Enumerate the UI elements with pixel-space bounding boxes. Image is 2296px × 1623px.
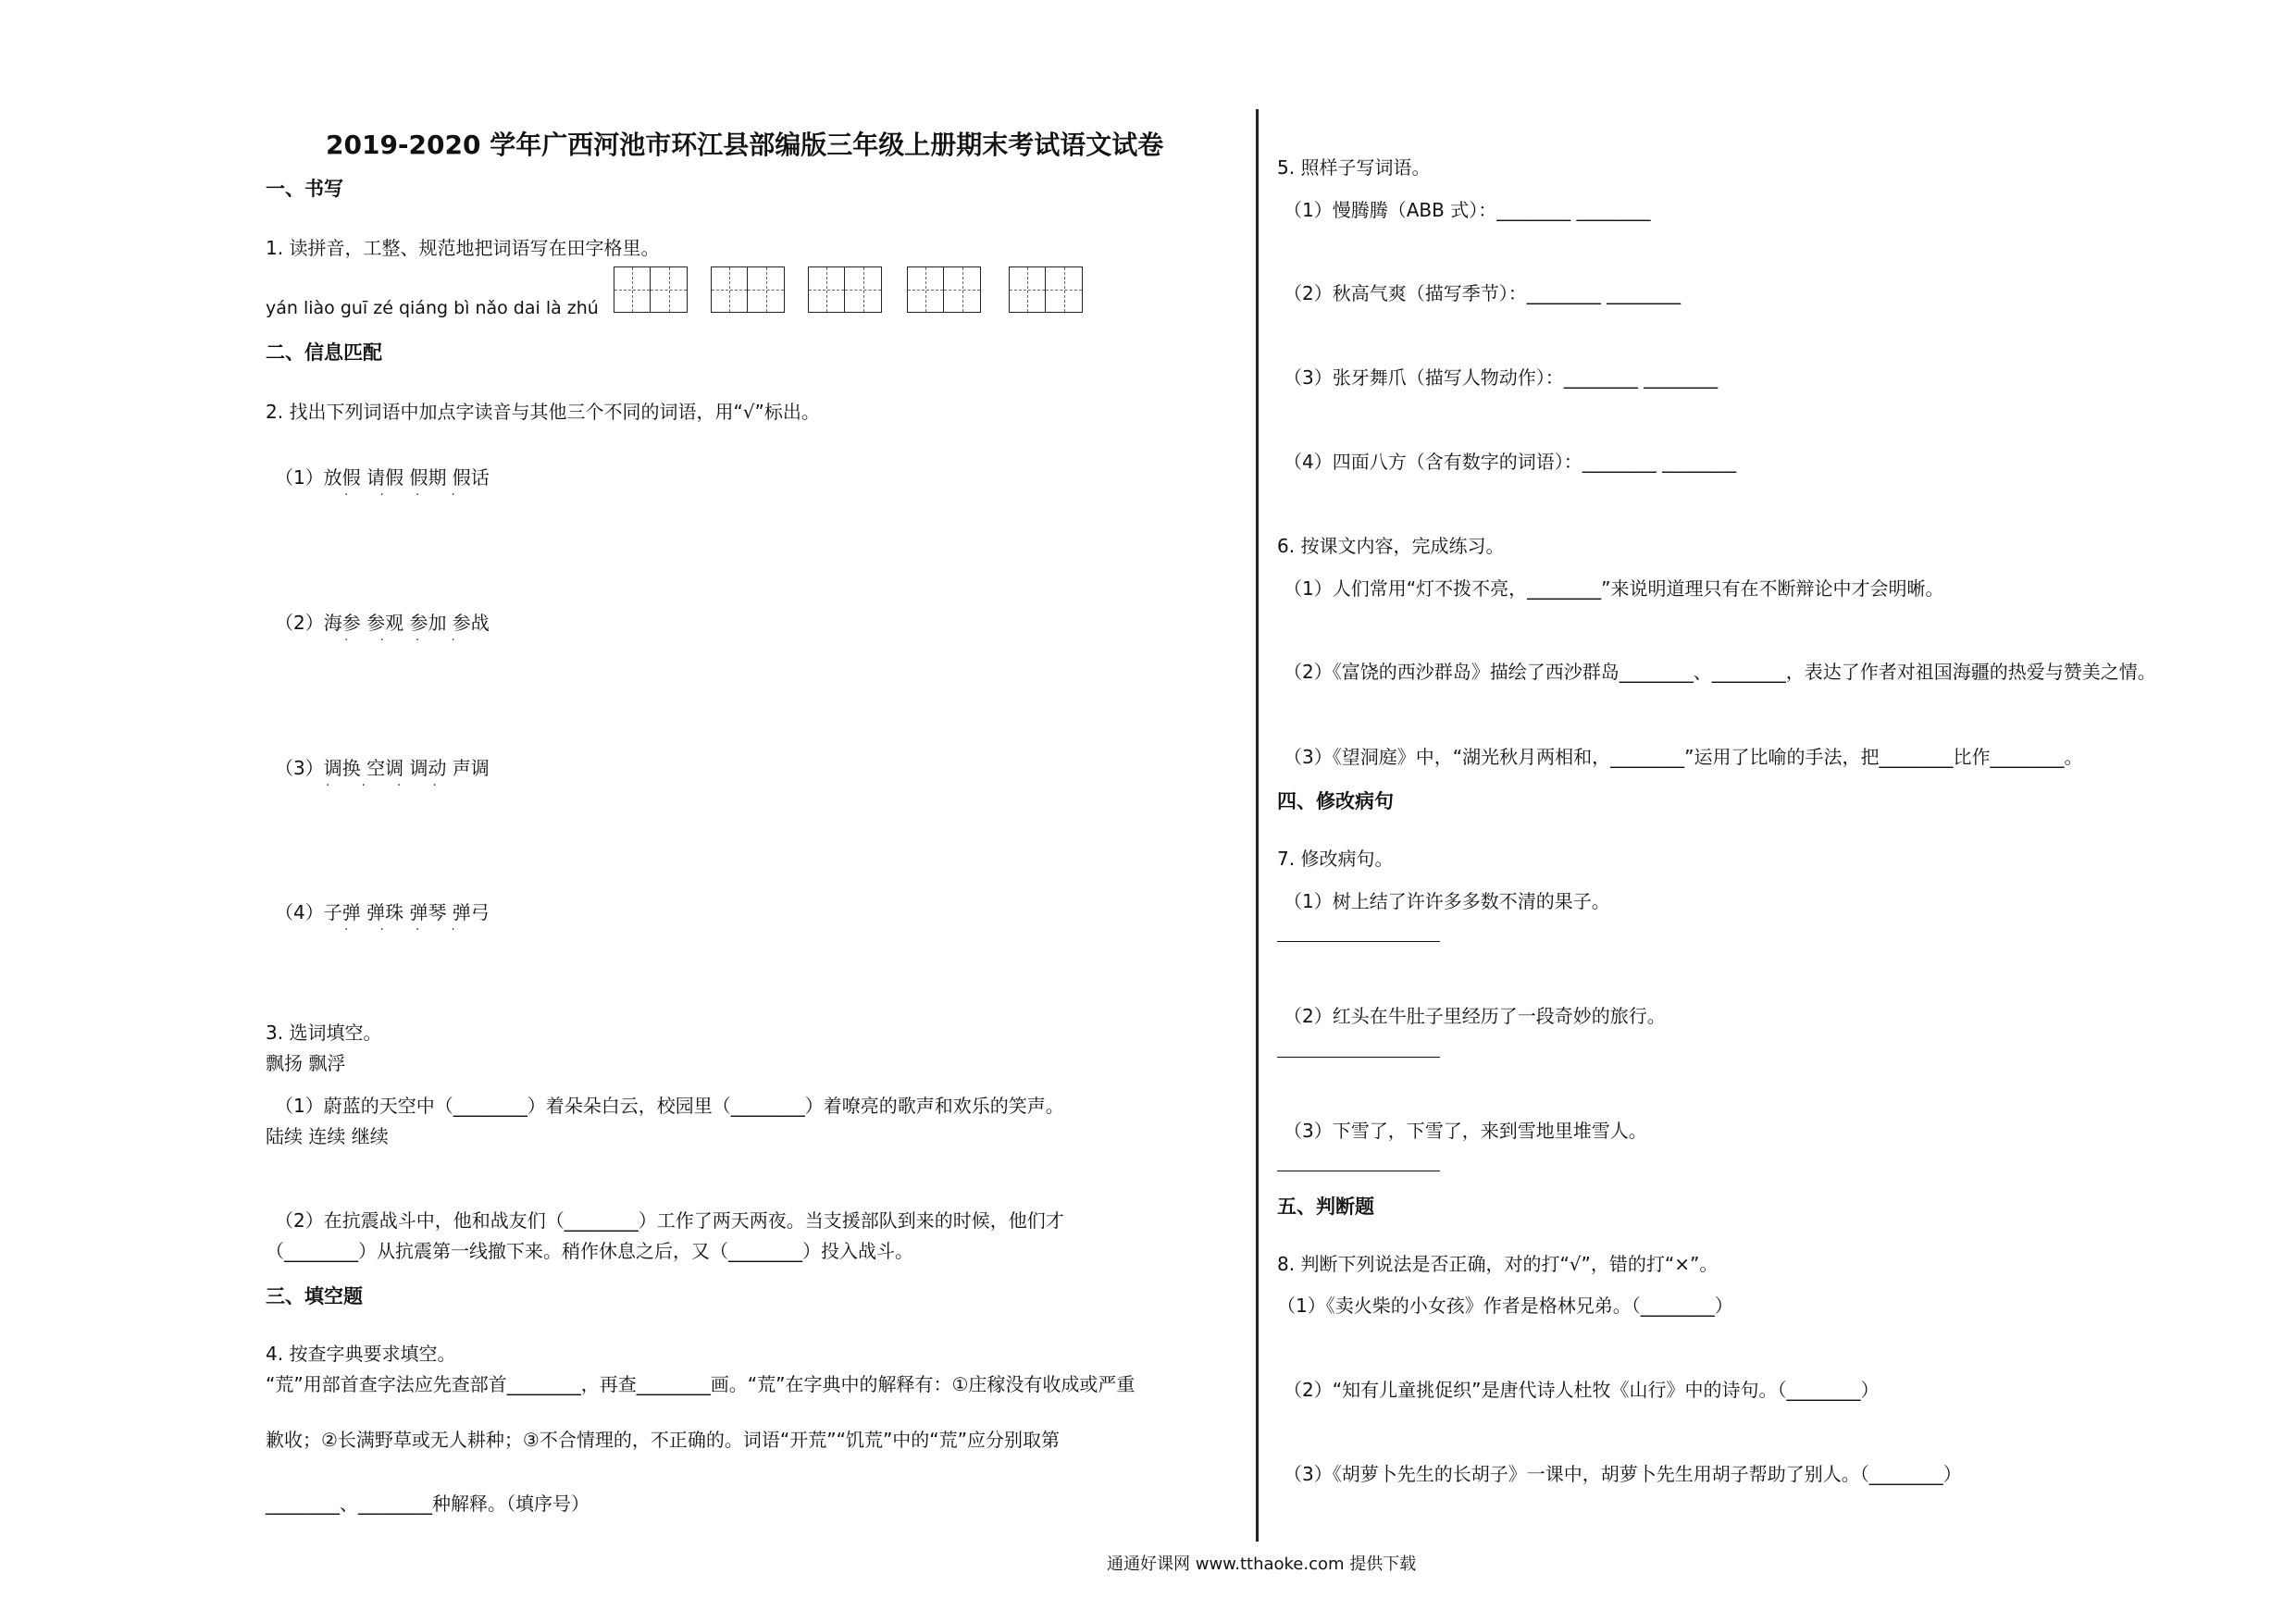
q7-item-2: （2）红头在牛肚子里经历了一段奇妙的旅行。 <box>1284 1005 1666 1027</box>
tian-grid-5[interactable] <box>1009 266 1083 315</box>
emphasis-dots: ···· <box>326 778 468 793</box>
q3-word-choices-1: 飘扬 飘浮 <box>266 1052 346 1074</box>
section-heading-correction: 四、修改病句 <box>1277 790 1394 812</box>
tian-grid-1[interactable] <box>614 266 688 315</box>
q8-item-3: （3）《胡萝卜先生的长胡子》一课中，胡萝卜先生用胡子帮助了别人。（________） <box>1284 1463 1962 1485</box>
footer-note: 通通好课网 www.tthaoke.com 提供下载 <box>1107 1555 1417 1574</box>
emphasis-dots: ···· <box>344 923 487 937</box>
page-title: 2019-2020 学年广西河池市环江县部编版三年级上册期末考试语文试卷 <box>326 130 1164 160</box>
q6-item-3: （3）《望洞庭》中，“湖光秋月两相和，________”运用了比喻的手法，把________比作________。 <box>1284 746 2083 768</box>
q6-item-1: （1）人们常用“灯不拨不亮，________”来说明道理只有在不断辩论中才会明晰。 <box>1284 577 1944 600</box>
q2-item-1: （1）放假 请假 假期 假话 <box>275 466 490 489</box>
q3-item-2b: （________）从抗震第一线撤下来。稍作休息之后，又（________）投入战斗。 <box>266 1240 913 1262</box>
q6-stem: 6. 按课文内容，完成练习。 <box>1277 535 1505 557</box>
q2-stem: 2. 找出下列词语中加点字读音与其他三个不同的词语，用“√”标出。 <box>266 401 820 423</box>
emphasis-dots: ···· <box>344 633 487 648</box>
emphasis-dots: ···· <box>344 488 487 502</box>
tian-grid-2[interactable] <box>711 266 785 315</box>
section-heading-matching: 二、信息匹配 <box>266 341 382 364</box>
q7-item-1: （1）树上结了许许多多数不清的果子。 <box>1284 890 1610 912</box>
q1-pinyin: yán liào guī zé qiáng bì nǎo dai là zhú <box>266 298 599 318</box>
q5-item-3: （3）张牙舞爪（描写人物动作）：________ ________ <box>1284 366 1719 389</box>
q2-item-4: （4）子弹 弹珠 弹琴 弹弓 <box>275 901 490 923</box>
q2-item-3: （3）调换 空调 调动 声调 <box>275 757 490 779</box>
q3-item-1: （1）蔚蓝的天空中（________）着朵朵白云，校园里（________）着嘹亮的歌声和欢乐的笑声。 <box>275 1095 1064 1117</box>
q8-stem: 8. 判断下列说法是否正确，对的打“√”，错的打“×”。 <box>1277 1253 1719 1275</box>
tian-grid-4[interactable] <box>907 266 981 315</box>
q5-stem: 5. 照样子写词语。 <box>1277 156 1431 179</box>
q4-line-1: “荒”用部首查字法应先查部首________，再查________画。“荒”在字典中的解释有：①庄稼没有收成或严重 <box>266 1373 1136 1395</box>
q5-item-2: （2）秋高气爽（描写季节）：________ ________ <box>1284 282 1682 304</box>
q3-stem: 3. 选词填空。 <box>266 1022 382 1044</box>
q5-item-1: （1）慢腾腾（ABB 式）：________ ________ <box>1284 199 1651 221</box>
q5-item-4: （4）四面八方（含有数字的词语）：________ ________ <box>1284 451 1737 473</box>
answer-line[interactable] <box>1277 941 1440 942</box>
answer-line[interactable] <box>1277 1057 1440 1058</box>
tian-grid-3[interactable] <box>808 266 882 315</box>
q7-item-3: （3）下雪了，下雪了，来到雪地里堆雪人。 <box>1284 1120 1647 1142</box>
section-heading-judgement: 五、判断题 <box>1277 1196 1374 1218</box>
section-heading-writing: 一、书写 <box>266 178 343 200</box>
q6-item-2: （2）《富饶的西沙群岛》描绘了西沙群岛________、________，表达了作者对祖国海疆的热爱与赞美之情。 <box>1284 661 2156 683</box>
q7-stem: 7. 修改病句。 <box>1277 848 1394 870</box>
q3-word-choices-2: 陆续 连续 继续 <box>266 1125 389 1147</box>
q8-item-2: （2）“知有儿童挑促织”是唐代诗人杜牧《山行》中的诗句。（________） <box>1284 1379 1880 1401</box>
q4-stem: 4. 按查字典要求填空。 <box>266 1343 456 1365</box>
q4-line-3: ________、________种解释。（填序号） <box>266 1493 590 1515</box>
q8-item-1: （1）《卖火柴的小女孩》作者是格林兄弟。（________） <box>1277 1295 1733 1317</box>
column-divider <box>1256 109 1259 1542</box>
q1-stem: 1. 读拼音，工整、规范地把词语写在田字格里。 <box>266 237 660 259</box>
q3-item-2a: （2）在抗震战斗中，他和战友们（________）工作了两天两夜。当支援部队到来的时候，他们才 <box>275 1209 1064 1232</box>
section-heading-fill: 三、填空题 <box>266 1285 363 1307</box>
q4-line-2: 歉收；②长满野草或无人耕种；③不合情理的，不正确的。词语“开荒”“饥荒”中的“荒”应分别取第 <box>266 1429 1061 1451</box>
q2-item-2: （2）海参 参观 参加 参战 <box>275 612 490 634</box>
